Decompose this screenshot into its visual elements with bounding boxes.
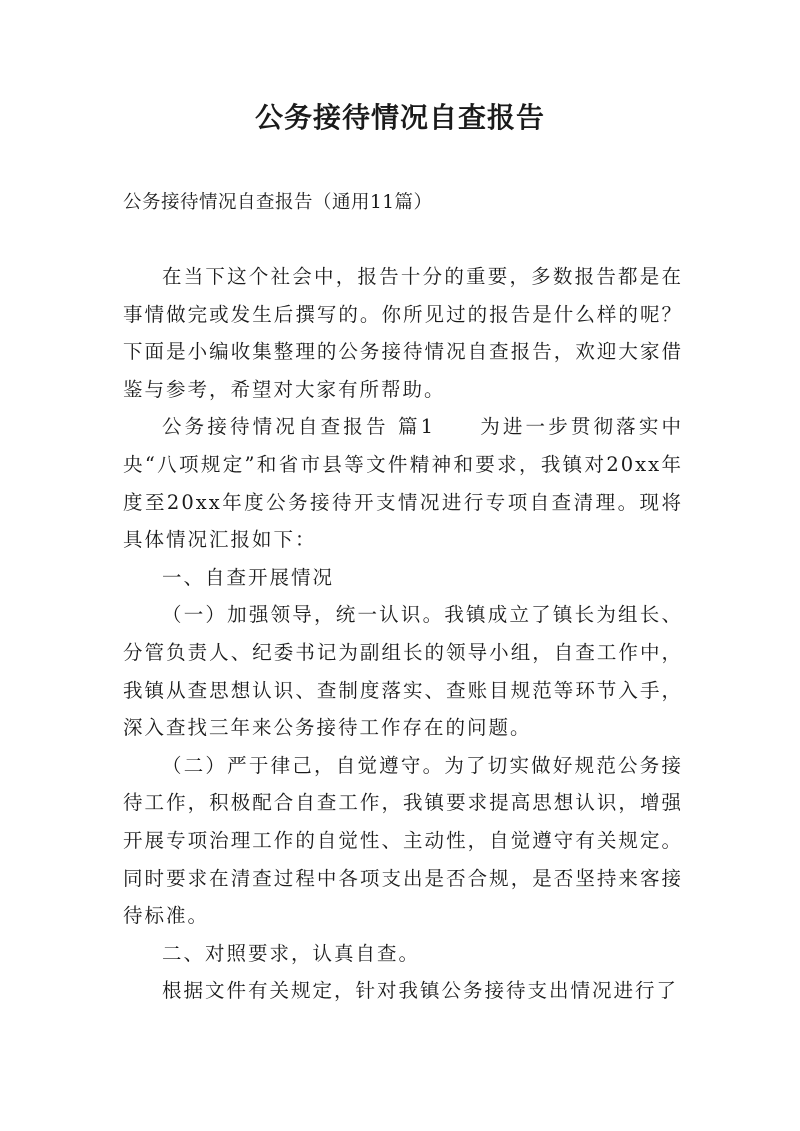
intro-paragraph: 在当下这个社会中，报告十分的重要，多数报告都是在事情做完或发生后撰写的。你所见过的报告是什么样的呢？下面是小编收集整理的公务接待情况自查报告，欢迎大家借鉴与参考，希望对大家有所帮助。 xyxy=(123,265,683,401)
chapter-one-paragraph xyxy=(123,408,683,558)
chapter-one-text: 为进一步贯彻落实中央“八项规定”和省市县等文件精神和要求，我镇对20xx年度至20xx年度公务接待开支情况进行专项自查清理。现将具体情况汇报如下： xyxy=(123,415,683,552)
item-one-paragraph: （一）加强领导，统一认识。我镇成立了镇长为组长、分管负责人、纪委书记为副组长的领导小组，自查工作中，我镇从查思想认识、查制度落实、查账目规范等环节入手，深入查找三年来公务接待工作存在的问题。 xyxy=(123,603,683,740)
chapter-one-heading: 公务接待情况自查报告 篇1 xyxy=(162,415,436,439)
item-two-paragraph: （二）严于律己，自觉遵守。为了切实做好规范公务接待工作，积极配合自查工作，我镇要求提高思想认识，增强开展专项治理工作的自觉性、主动性，自觉遵守有关规定。同时要求在清查过程中各项支出是否合规，是否坚持来客接待标准。 xyxy=(123,753,683,928)
document-subtitle: 公务接待情况自查报告（通用11篇） xyxy=(123,192,433,213)
section-one-heading: 一、自查开展情况 xyxy=(162,565,335,589)
document-body xyxy=(123,258,683,1010)
last-paragraph: 根据文件有关规定，针对我镇公务接待支出情况进行了 xyxy=(162,979,679,1003)
section-two-heading: 二、对照要求，认真自查。 xyxy=(162,941,421,965)
document-title: 公务接待情况自查报告 xyxy=(254,101,545,134)
